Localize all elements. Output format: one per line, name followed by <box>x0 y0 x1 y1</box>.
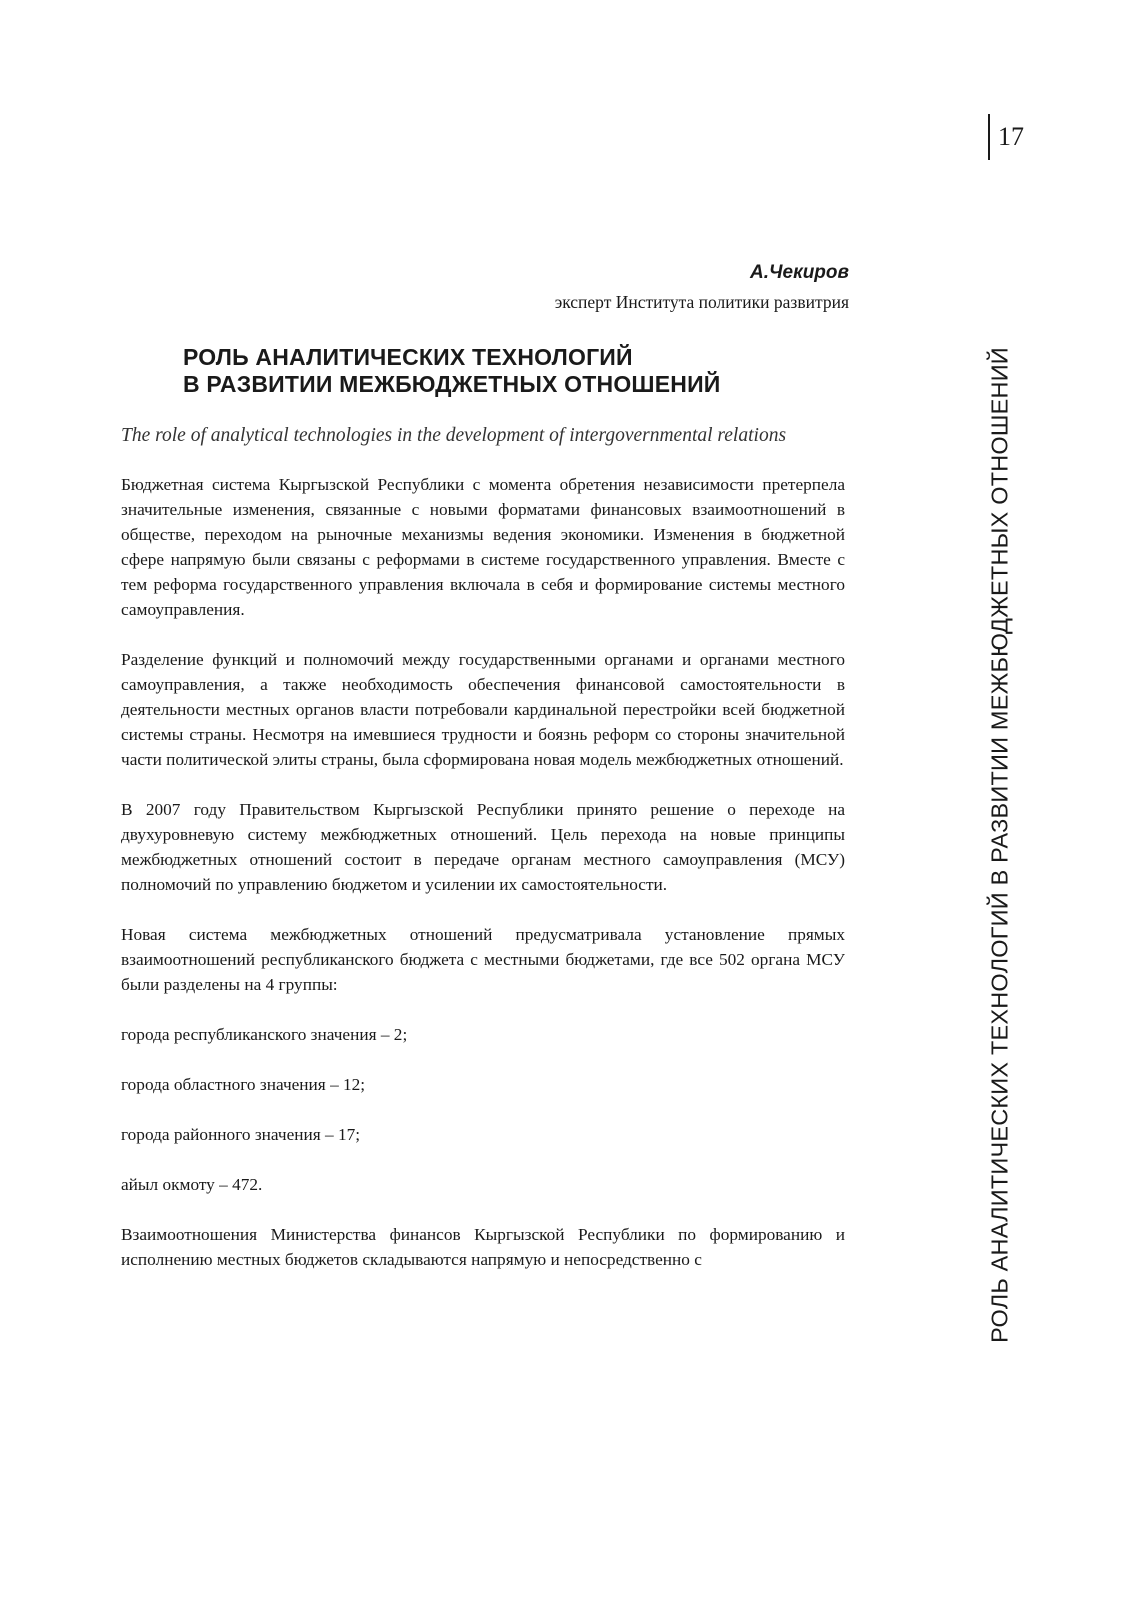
article-title <box>183 344 721 398</box>
group-item: айыл окмоту – 472. <box>121 1175 263 1194</box>
article-title-line-2: В РАЗВИТИИ МЕЖБЮДЖЕТНЫХ ОТНОШЕНИЙ <box>183 371 721 397</box>
group-item: города республиканского значения – 2; <box>121 1025 408 1044</box>
author-block <box>555 262 849 313</box>
running-header-vertical <box>975 320 1025 1370</box>
group-item: города областного значения – 12; <box>121 1075 366 1094</box>
paragraph: Взаимоотношения Министерства финансов Кыргызской Республики по формированию и исполнению местных бюджетов складываются напрямую и непосредственно с <box>121 1225 845 1269</box>
group-item: города районного значения – 17; <box>121 1125 361 1144</box>
article-body <box>121 472 845 1272</box>
paragraph: Разделение функций и полномочий между государственными органами и органами местного самоуправления, а также необходимость обеспечения финансовой самостоятельности в деятельности местных органов власти потребовали кардинальной перестройки всей бюджетной системы страны. Несмотря на имевшиеся трудности и боязнь реформ со стороны значительной части политической элиты страны, была сформирована новая модель межбюджетных отношений. <box>121 650 845 769</box>
paragraph: Бюджетная система Кыргызской Республики с момента обретения независимости претерпела значительные изменения, связанные с новыми форматами финансовых взаимоотношений в обществе, переходом на рыночные механизмы ведения экономики. Изменения в бюджетной сфере напрямую были связаны с реформами в системе государственного управления. Вместе с тем реформа государственного управления включала в себя и формирование системы местного самоуправления. <box>121 475 845 619</box>
article-title-line-1: РОЛЬ АНАЛИТИЧЕСКИХ ТЕХНОЛОГИЙ <box>183 344 633 370</box>
author-name: А.Чекиров <box>750 262 849 283</box>
author-role: эксперт Института политики развитрия <box>554 292 849 312</box>
article-subtitle-english: The role of analytical technologies in the development of intergovernmental relations <box>121 425 787 446</box>
paragraph: Новая система межбюджетных отношений предусматривала установление прямых взаимоотношений республиканского бюджета с местными бюджетами, где все 502 органа МСУ были разделены на 4 группы: <box>121 925 845 994</box>
page-number: 17 <box>988 114 1024 160</box>
running-header-text: РОЛЬ АНАЛИТИЧЕСКИХ ТЕХНОЛОГИЙ В РАЗВИТИИ МЕЖБЮДЖЕТНЫХ ОТНОШЕНИЙ <box>986 347 1013 1343</box>
paragraph: В 2007 году Правительством Кыргызской Республики принято решение о переходе на двухуровневую систему межбюджетных отношений. Цель перехода на новые принципы межбюджетных отношений состоит в передаче органам местного самоуправления (МСУ) полномочий по управлению бюджетом и усилении их самостоятельности. <box>121 800 845 894</box>
